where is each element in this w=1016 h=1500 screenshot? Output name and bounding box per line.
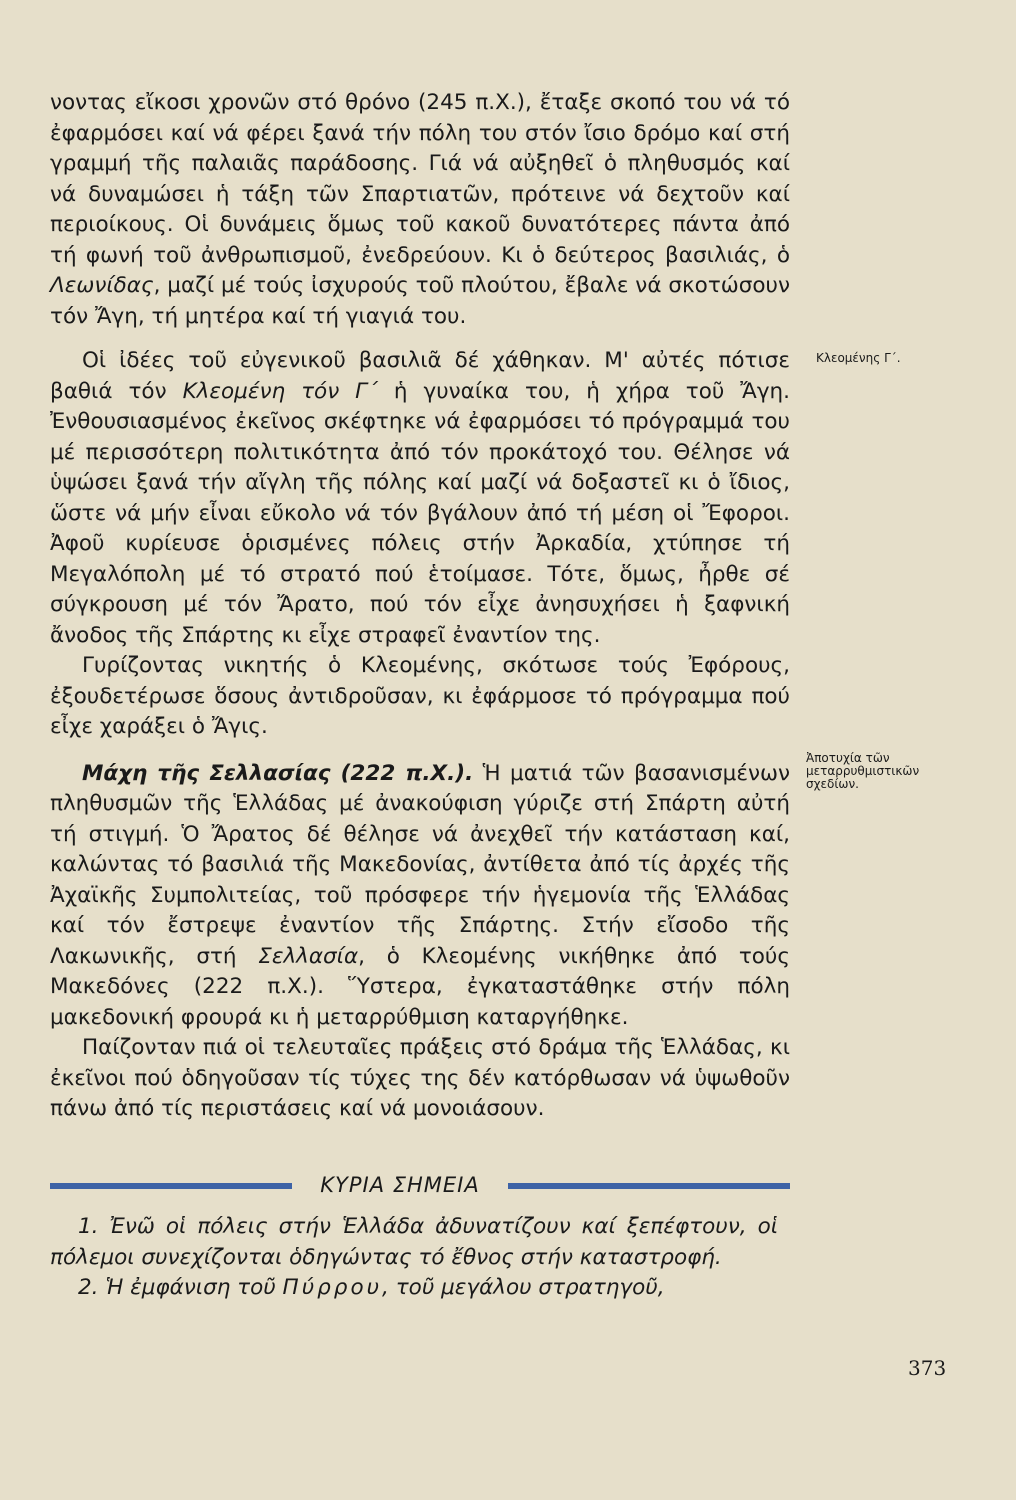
paragraph-3: Γυρίζοντας νικητής ὁ Κλεομένης, σκότωσε τούς Ἐφόρους, ἐξουδετέρωσε ὅσους ἀντιδροῦσαν, κι ἐφάρμοσε τό πρόγραμμα πού εἶχε χαράξει ὁ Ἄγις. (50, 653, 790, 739)
section-heading: Μάχη τῆς Σελλασίας (222 π.Χ.). (82, 760, 474, 786)
key-points-list (50, 1212, 778, 1304)
divider-right (508, 1183, 790, 1189)
paragraph-2: Οἱ ἰδέες τοῦ εὐγενικοῦ βασιλιᾶ δέ χάθηκαν. Μ' αὐτές πότισε βαθιά τόν Κλεομένη τόν Γ΄ ἡ γυναίκα του, ἡ χήρα τοῦ Ἄγη. Ἐνθουσιασμένος ἐκεῖνος σκέφτηκε νά ἐφαρμόσει τό πρόγραμμά του μέ περισσότερη πολιτικότητα ἀπό τόν προκάτοχό του. Θέλησε νά ὑψώσει ξανά τήν αἴγλη τῆς πόλης καί μαζί νά δοξαστεῖ κι ὁ ἴδιος, ὥστε νά μήν εἶναι εὔκολο νά τόν βγάλουν ἀπό τή μέση οἱ Ἔφοροι. Ἀφοῦ κυρίευσε ὁρισμένες πόλεις στήν Ἀρκαδία, χτύπησε τή Μεγαλόπολη μέ τό στρατό πού ἑτοίμασε. Τότε, ὅμως, ἦρθε σέ σύγκρουση μέ τόν Ἄρατο, πού τόν εἶχε ἀνησυχήσει ἡ ξαφνική ἄνοδος τῆς Σπάρτης κι εἶχε στραφεῖ ἐναντίον της. (50, 348, 790, 648)
paragraph-4: Μάχη τῆς Σελλασίας (222 π.Χ.). Ἡ ματιά τῶν βασανισμένων πληθυσμῶν τῆς Ἑλλάδας μέ ἀνακούφιση γύριζε στή Σπάρτη αὐτή τή στιγμή. Ὁ Ἄρατος δέ θέλησε νά ἀνεχθεῖ τήν κατάσταση καί, καλώντας τό βασιλιά τῆς Μακεδονίας, ἀντίθετα ἀπό τίς ἀρχές τῆς Ἀχαϊκῆς Συμπολιτείας, τοῦ πρόσφερε τήν ἡγεμονία τῆς Ἑλλάδας καί τόν ἔστρεψε ἐναντίον τῆς Σπάρτης. Στήν εἴσοδο τῆς Λακωνικῆς, στή Σελλασία, ὁ Κλεομένης νικήθηκε ἀπό τούς Μακεδόνες (222 π.Χ.). Ὕστερα, ἐγκαταστάθηκε στήν πόλη μακεδονική φρουρά κι ἡ μεταρρύθμιση καταργήθηκε. (50, 760, 790, 1030)
pyrrhus-name: Πύρρου (282, 1275, 383, 1300)
main-text (50, 88, 790, 1125)
divider-left (50, 1183, 292, 1189)
sellasia-name: Σελλασία (258, 943, 359, 969)
kleomenis-name: Κλεομένη τόν Γ΄ (182, 378, 378, 404)
margin-note-kleomenis: Κλεομένης Γ΄. (816, 351, 901, 365)
key-points-title: ΚΥΡΙΑ ΣΗΜΕΙΑ (320, 1173, 480, 1197)
paragraph-5: Παίζονταν πιά οἱ τελευταῖες πράξεις στό δράμα τῆς Ἑλλάδας, κι ἐκεῖνοι πού ὁδηγοῦσαν τίς τύχες της δέν κατόρθωσαν νά ὑψωθοῦν πάνω ἀπό τίς περιστάσεις καί νά μονοιάσουν. (50, 1035, 790, 1121)
page-number: 373 (908, 1356, 947, 1380)
leonidas-name: Λεωνίδας (50, 273, 154, 298)
key-point-1: 1. Ἐνῶ οἱ πόλεις στήν Ἑλλάδα ἀδυνατίζουν καί ξεπέφτουν, οἱ πόλεμοι συνεχίζονται ὁδηγώντας τό ἔθνος στήν καταστροφή. (50, 1214, 778, 1270)
key-points-header (50, 1168, 790, 1202)
paragraph-1: νοντας εἴκοσι χρονῶν στό θρόνο (245 π.Χ.), ἔταξε σκοπό του νά τό ἐφαρμόσει καί νά φέρει ξανά τήν πόλη του στόν ἴσιο δρόμο καί στή γραμμή τῆς παλαιᾶς παράδοσης. Γιά νά αὐξηθεῖ ὁ πληθυσμός καί νά δυναμώσει ἡ τάξη τῶν Σπαρτιατῶν, πρότεινε νά δεχτοῦν καί περιοίκους. Οἱ δυνάμεις ὅμως τοῦ κακοῦ δυνατότερες πάντα ἀπό τή φωνή τοῦ ἀνθρωπισμοῦ, ἐνεδρεύουν. Κι ὁ δεύτερος βασιλιάς, ὁ Λεωνίδας, μαζί μέ τούς ἰσχυρούς τοῦ πλούτου, ἔβαλε νά σκοτώσουν τόν Ἄγη, τή μητέρα καί τή γιαγιά του. (50, 90, 790, 329)
margin-note-reform-failure: Ἀποτυχία τῶν μεταρρυθμιστικῶν σχεδίων. (806, 751, 920, 791)
key-point-2: 2. Ἡ ἐμφάνιση τοῦ Πύρρου, τοῦ μεγάλου στρατηγοῦ, (78, 1275, 665, 1300)
